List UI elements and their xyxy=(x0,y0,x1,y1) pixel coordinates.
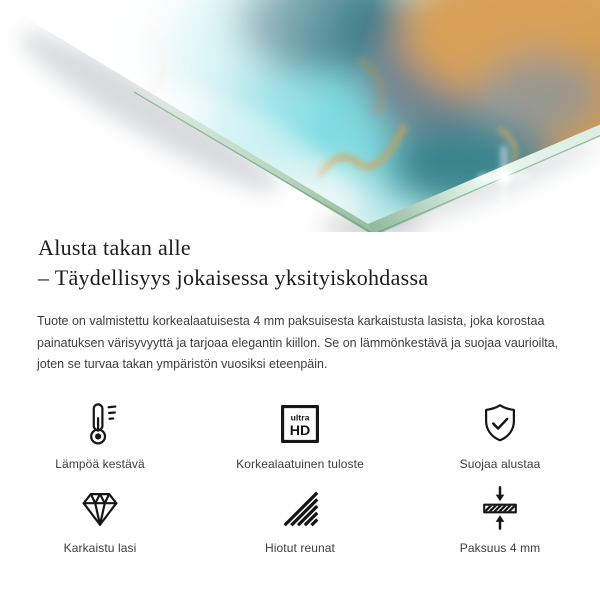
feature-label: Paksuus 4 mm xyxy=(459,541,541,555)
ultra-hd-badge-bottom: HD xyxy=(289,423,311,439)
thermometer-icon xyxy=(77,400,123,448)
feature-tempered-glass xyxy=(0,484,200,555)
page-title-line2: – Täydellisyys jokaisessa yksityiskohdassa xyxy=(38,265,429,290)
feature-protects-surface xyxy=(400,400,600,471)
feature-heat-resistant xyxy=(0,400,200,471)
feature-label: Karkaistu lasi xyxy=(63,541,137,555)
feature-thickness xyxy=(400,484,600,555)
shield-check-icon xyxy=(477,400,523,448)
product-photo xyxy=(0,0,600,232)
glass-panel-image xyxy=(0,0,600,232)
polished-edges-icon xyxy=(277,484,323,532)
features-grid xyxy=(0,400,600,555)
ultra-hd-icon xyxy=(278,400,322,448)
feature-label: Hiotut reunat xyxy=(264,541,335,555)
marble-print xyxy=(0,0,600,232)
feature-label: Korkealaatuinen tuloste xyxy=(236,457,364,471)
feature-label: Suojaa alustaa xyxy=(459,457,541,471)
page-title-line1: Alusta takan alle xyxy=(38,235,191,260)
diamond-icon xyxy=(77,484,123,532)
feature-label: Lämpöä kestävä xyxy=(55,457,145,471)
product-description: Tuote on valmistettu korkealaatuisesta 4 mm paksuisesta karkaistusta lasista, joka korostaa painatuksen värisyvyyttä ja tarjoaa elegantin kiillon. Se on lämmönkestävä ja suojaa vaurioilta, joten se turvaa takan ympäristön vuosiksi eteenpäin. xyxy=(37,314,559,371)
feature-polished-edges xyxy=(200,484,400,555)
feature-print-quality xyxy=(200,400,400,471)
page-title xyxy=(38,233,428,293)
ultra-hd-badge-top: ultra xyxy=(290,412,310,423)
thickness-icon xyxy=(477,484,523,532)
